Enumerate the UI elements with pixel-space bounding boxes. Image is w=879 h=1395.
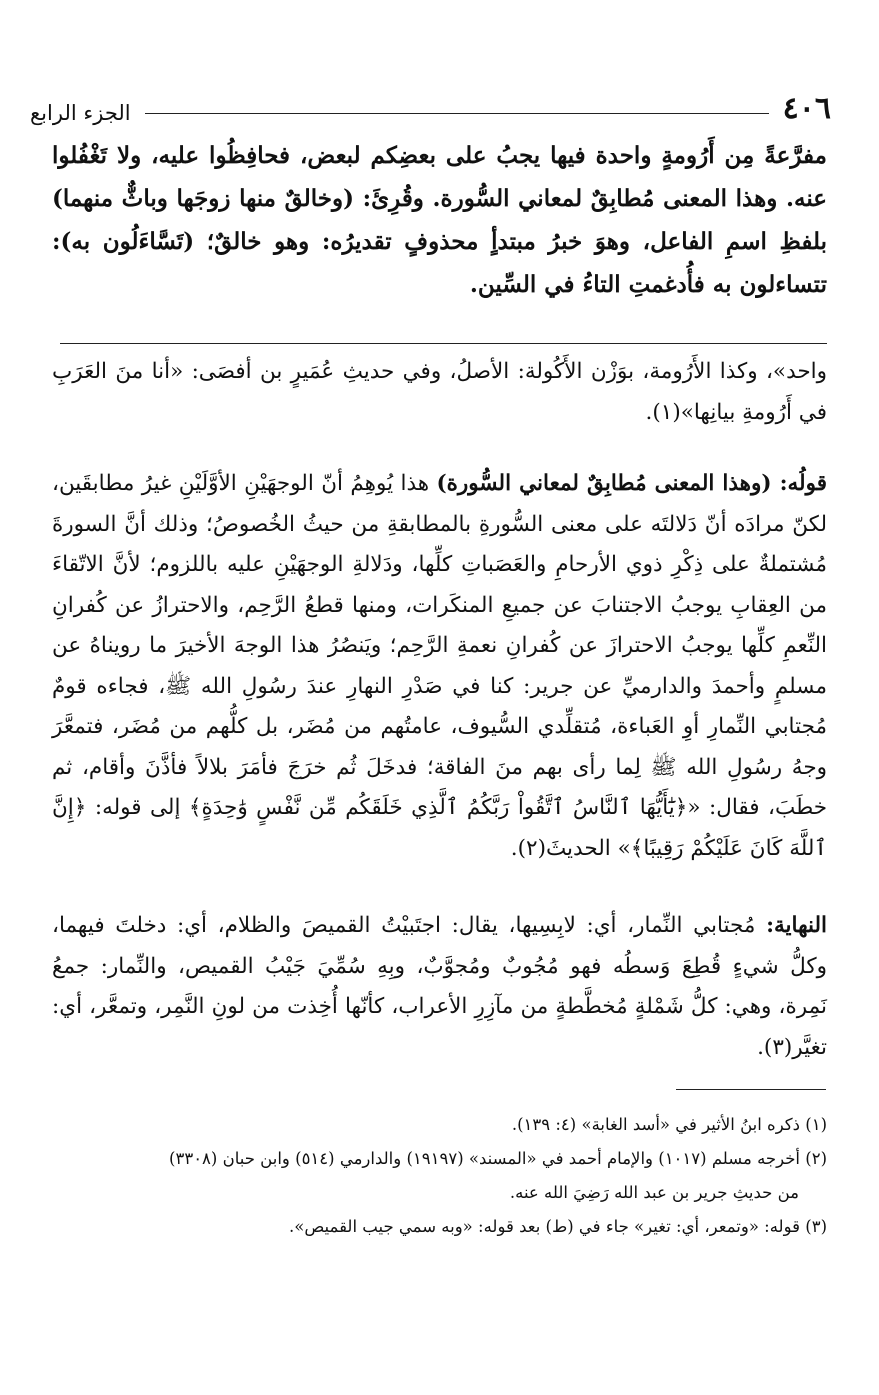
commentary-source-label: النهاية: (766, 913, 827, 938)
running-title: الجزء الرابع (30, 101, 131, 125)
footnote-divider (676, 1089, 826, 1090)
commentary-lemma: قولُه: (وهذا المعنى مُطابِقٌ لمعاني السُّورة) (436, 471, 827, 496)
footnote-2-continuation: من حديثِ جرير بن عبد الله رَضِيَ الله عنه. (509, 1183, 799, 1202)
main-text-part1: مفرَّعةً مِن أَرُومةٍ واحدة فيها يجبُ على بعضِكم لبعض، فحافِظُوا عليه، ولا تَغْفُلوا عنه. (52, 142, 827, 212)
commentary-paragraph-2 (52, 464, 827, 869)
commentary-paragraph-3 (52, 906, 827, 1068)
footnote-3: (٣) قوله: «وتمعر، أي: تغير» جاء في (ط) بعد قوله: «وبه سمي جيب القميص». (289, 1217, 827, 1236)
footnote-1: (١) ذكره ابنُ الأثير في «أسد الغابة» (٤: ١٣٩). (511, 1115, 827, 1134)
main-text-divider (60, 343, 827, 344)
commentary-text: واحد»، وكذا الأَرُومة، بوَزْن الأَكُولة: الأصلُ، وفي حديثِ عُمَيرٍ بن أفصَى: «أنا منَ العَرَبِ في أَرُومةِ بيانِها»(١). (52, 359, 827, 425)
main-text-emphasis: وهذا المعنى مُطابِقٌ لمعاني السُّورة. (432, 185, 778, 212)
main-text-part2: وقُرِئَ: (وخالقٌ منها زوجَها وباثٌّ منهما) بلفظِ اسمِ الفاعل، وهوَ خبرُ مبتدأٍ محذوفٍ تقديرُه: وهو خالقٌ؛ (تَسَّاءَلُون به): تتساءلون به فأُدغمتِ التاءُ في السِّين. (52, 185, 827, 298)
page-number: ٤٠٦ (782, 91, 831, 126)
page-header (30, 72, 831, 124)
header-rule (145, 113, 769, 114)
main-text (52, 134, 827, 306)
footnotes (48, 1108, 827, 1244)
commentary-paragraph-1 (52, 352, 827, 433)
commentary-text: مُجتابي النِّمار، أي: لابِسِيها، يقال: اجتَبيْتُ القميصَ والظلام، أي: دخلتَ فيهما، وكلُّ شيءٍ قُطِعَ وَسطُه فهو مُجُوبٌ ومُجوَّبٌ، وبِهِ سُمِّيَ جَيْبُ القميص، والنِّمار: جمعُ نَمِرة، وهي: كلُّ شَمْلةٍ مُخطَّطةٍ من مآزِرِ الأعراب، كأنّها أُخِذت من لونِ النَّمِر، وتمعَّر، أي: تغيَّر(٣). (52, 913, 827, 1060)
footnote-2: (٢) أخرجه مسلم (١٠١٧) والإمام أحمد في «المسند» (١٩١٩٧) والدارمي (٥١٤) وابن حبان (٣٣٠٨) (169, 1149, 827, 1168)
commentary-text: هذا يُوهِمُ أنّ الوجهَيْنِ الأوَّلَيْنِ غيرُ مطابقَين، لكنّ مرادَه أنّ دَلالتَه على معنى السُّورةِ بالمطابقةِ من حيثُ الخُصوصُ؛ وذلك أنَّ السورةَ مُشتملةٌ على ذِكْرِ ذوي الأرحامِ والعَصَباتِ كلِّها، ودَلالةِ الوجهَيْنِ عليه باللزوم؛ لأنَّ الاتّقاءَ من العِقابِ يوجبُ الاجتنابَ عن جميعِ المنكَرات، ومنها قطعُ الرَّحِم، والاحترازُ عن كُفرانِ النِّعمِ كلِّها يوجبُ الاحترازَ عن كُفرانِ نعمةِ الرَّحِم؛ ويَنصُرُ هذا الوجهَ الأخيرَ ما رويناهُ عن مسلمٍ وأحمدَ والدارميِّ عن جرير: كنا في صَدْرِ النهارِ عندَ رسُولِ الله ﷺ، فجاءه قومٌ مُجتابي النِّمارِ أوِ العَباءة، مُتقلِّدي السُّيوف، عامتُهم من مُضَر، بل كلُّهم من مُضَر، فتمعَّرَ وجهُ رسُولِ الله ﷺ لِما رأى بهم منَ الفاقة؛ فدخَلَ ثُم خرَجَ فأمَرَ بلالاً فأذَّنَ وأقام، ثم خطَبَ، فقال: «﴿يَٰٓأَيُّهَا ٱلنَّاسُ ٱتَّقُواْ رَبَّكُمُ ٱلَّذِي خَلَقَكُم مِّن نَّفْسٍ وَٰحِدَةٍ﴾ إلى قوله: ﴿إِنَّ ٱللَّهَ كَانَ عَلَيْكُمْ رَقِيبًا﴾» الحديثَ(٢). (52, 471, 827, 861)
